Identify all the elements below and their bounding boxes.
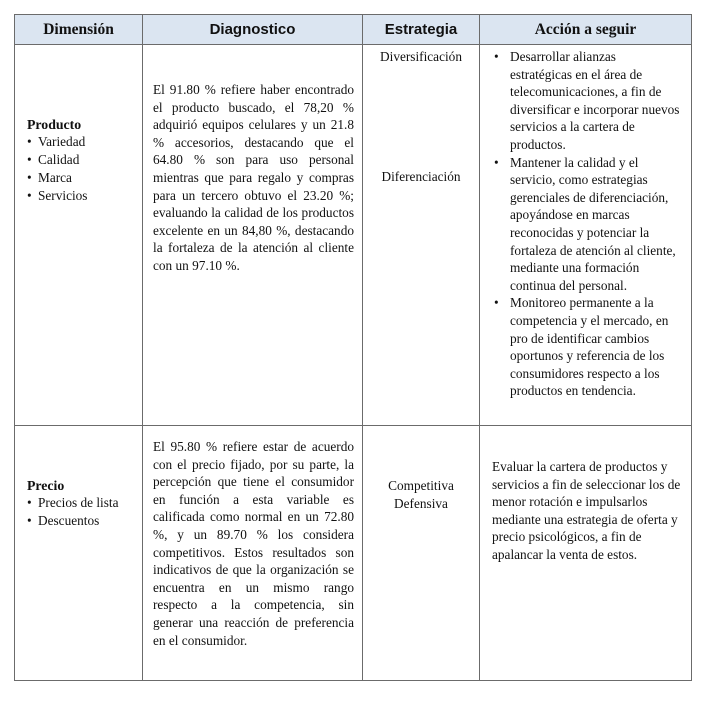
diagnostic-cell [143,426,363,681]
diagnostic-cell [143,45,363,426]
dimension-title: Precio [27,478,65,493]
strategy-label: Diversificación [380,49,462,64]
action-cell [480,426,692,681]
strategy-label: Defensiva [394,495,448,511]
dimension-cell [15,426,143,681]
action-text: Evaluar la cartera de productos y servicios a fin de seleccionar los de menor rotación e impulsarlos mediante una estrategia de oferta y precio psicológicos, a fin de apalancar la venta de estos. [492,459,681,562]
list-item: • Marca [27,169,136,187]
dimension-items [27,133,136,205]
header-strategy: Estrategia [363,15,480,45]
strategy-label: Diferenciación [381,168,461,184]
table-row-producto [15,45,692,426]
strategy-cell [363,45,480,426]
strategy-label: Competitiva [388,478,454,493]
header-row [15,15,692,45]
list-item: • Monitoreo permanente a la competencia y el mercado, en pro de identificar cambios oportunos y referencia de los consumidores respecto a los productos en tendencia. [492,294,681,400]
action-cell [480,45,692,426]
diagnostic-text: El 91.80 % refiere haber encontrado el producto buscado, el 78,20 % adquirió equipos celulares y un 21.8 % accesorios, destacando que el 64.80 % son para uso personal mientras que para regalo y compras para un tercero obtuvo el 23.20 %; evaluando la calidad de los productos excelente en un 84,80 %, destacando la fortaleza de la atención al cliente con un 97.10 %. [153,82,354,273]
dimension-items [27,494,136,530]
action-list [492,45,681,400]
header-diagnostic: Diagnostico [143,15,363,45]
list-item: • Variedad [27,133,136,151]
marketing-strategy-table [14,14,692,681]
header-action: Acción a seguir [480,15,692,45]
list-item: • Servicios [27,187,136,205]
strategy-cell [363,426,480,681]
dimension-title: Producto [27,117,82,132]
header-dimension: Dimensión [15,15,143,45]
list-item: • Desarrollar alianzas estratégicas en el área de telecomunicaciones, a fin de diversificar e incorporar nuevos servicios a la cartera de productos. [492,48,681,154]
list-item: • Descuentos [27,512,136,530]
table-row-precio [15,426,692,681]
dimension-cell [15,45,143,426]
diagnostic-text: El 95.80 % refiere estar de acuerdo con el precio fijado, por su parte, la percepción que tiene el consumidor en función a esta variable es calificada como normal en un 72.80 %, y un 89.70 % los considera competitivos. Estos resultados son indicativos de que la organización se encuentra en un mismo rango respecto a la competencia, sin generar una reacción de preferencia en el consumidor. [153,439,354,648]
list-item: • Mantener la calidad y el servicio, como estrategias gerenciales de diferenciación, apoyándose en marcas reconocidas y potenciar la fortaleza de atención al cliente, mediante una formación continua del personal. [492,154,681,295]
list-item: • Calidad [27,151,136,169]
list-item: • Precios de lista [27,494,136,512]
